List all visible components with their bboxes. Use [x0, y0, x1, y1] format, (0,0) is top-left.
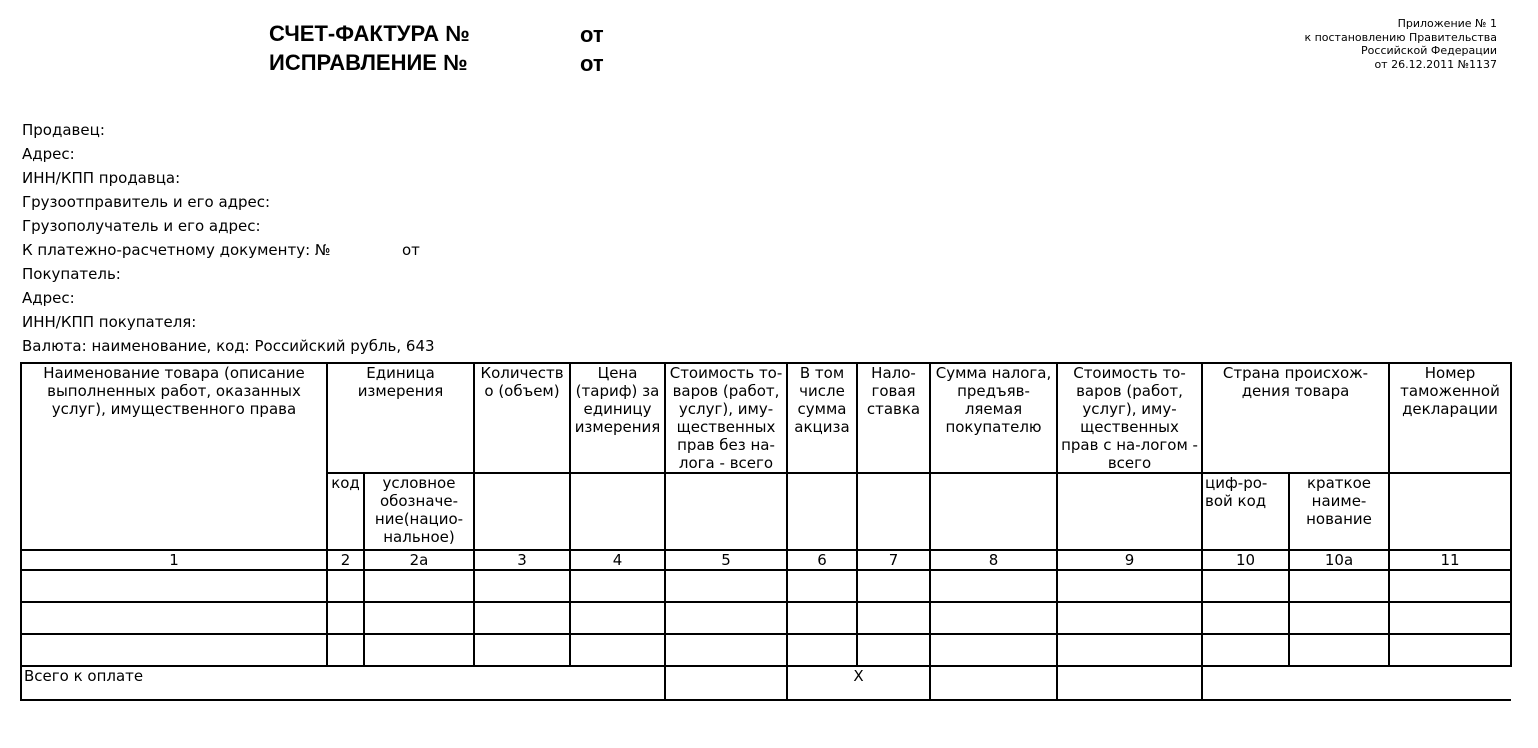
subheader-unit-code: код	[327, 473, 364, 550]
buyer-field: Покупатель:	[22, 265, 121, 283]
invoice-date-label: от	[580, 22, 604, 47]
column-number: 9	[1057, 550, 1202, 570]
column-number: 3	[474, 550, 570, 570]
total-empty-cell	[1202, 666, 1511, 700]
table-cell	[930, 570, 1057, 602]
subheader-country-code: циф-ро-вой код	[1202, 473, 1289, 550]
total-tax-sum	[930, 666, 1057, 700]
table-cell	[787, 634, 857, 666]
table-cell	[1389, 473, 1511, 550]
table-cell	[21, 570, 327, 602]
table-cell	[1202, 570, 1289, 602]
table-cell	[327, 602, 364, 634]
table-row	[21, 634, 1511, 666]
table-cell	[1057, 634, 1202, 666]
table-cell	[21, 602, 327, 634]
table-cell	[570, 473, 665, 550]
table-cell	[930, 602, 1057, 634]
table-cell	[474, 602, 570, 634]
table-header-row	[21, 363, 1511, 473]
table-cell	[857, 602, 930, 634]
table-cell	[930, 473, 1057, 550]
seller-inn-field: ИНН/КПП продавца:	[22, 169, 181, 187]
column-number: 7	[857, 550, 930, 570]
consignee-field: Грузополучатель и его адрес:	[22, 217, 261, 235]
table-cell	[1389, 634, 1511, 666]
column-number: 5	[665, 550, 787, 570]
table-cell	[364, 570, 474, 602]
table-cell	[1289, 634, 1389, 666]
header-excise: В том числе сумма акциза	[787, 363, 857, 473]
total-row	[21, 666, 1511, 700]
table-cell	[1202, 634, 1289, 666]
table-cell	[327, 634, 364, 666]
table-cell	[21, 634, 327, 666]
table-cell	[1289, 570, 1389, 602]
column-number-row	[21, 550, 1511, 570]
table-cell	[665, 602, 787, 634]
payment-document-field: К платежно-расчетному документу: №	[22, 241, 331, 259]
header-unit: Единица измерения	[327, 363, 474, 473]
table-cell	[1202, 602, 1289, 634]
total-cost-without-tax	[665, 666, 787, 700]
header-product-name: Наименование товара (описание выполненных работ, оказанных услуг), имущественного права	[21, 363, 327, 550]
table-cell	[1057, 570, 1202, 602]
header-cost-with-tax: Стоимость то-варов (работ, услуг), иму-щественных прав с на-логом - всего	[1057, 363, 1202, 473]
invoice-number-label: СЧЕТ-ФАКТУРА №	[269, 21, 470, 46]
table-cell	[665, 634, 787, 666]
buyer-address-field: Адрес:	[22, 289, 75, 307]
invoice-table	[20, 362, 1512, 701]
table-row	[21, 570, 1511, 602]
appendix-line: Российской Федерации	[1361, 44, 1497, 57]
table-cell	[570, 570, 665, 602]
seller-field: Продавец:	[22, 121, 105, 139]
table-cell	[327, 570, 364, 602]
correction-date-label: от	[580, 51, 604, 76]
payment-document-date-label: от	[402, 241, 420, 259]
table-cell	[665, 473, 787, 550]
table-cell	[364, 634, 474, 666]
column-number: 4	[570, 550, 665, 570]
appendix-line: от 26.12.2011 №1137	[1374, 57, 1497, 71]
table-cell	[474, 634, 570, 666]
table-row	[21, 602, 1511, 634]
table-cell	[474, 473, 570, 550]
appendix-note	[1197, 17, 1497, 71]
subheader-unit-symbol: условное обозначе-ние(нацио-нальное)	[364, 473, 474, 550]
correction-number-label: ИСПРАВЛЕНИЕ №	[269, 50, 468, 75]
total-excise: X	[787, 666, 930, 700]
table-cell	[1057, 473, 1202, 550]
table-cell	[665, 570, 787, 602]
table-cell	[1289, 602, 1389, 634]
header-cost-without-tax: Стоимость то-варов (работ, услуг), иму-щественных прав без на-лога - всего	[665, 363, 787, 473]
shipper-field: Грузоотправитель и его адрес:	[22, 193, 271, 211]
column-number: 1	[21, 550, 327, 570]
header-customs-declaration: Номер таможенной декларации	[1389, 363, 1511, 473]
column-number: 6	[787, 550, 857, 570]
subheader-country-name: краткое наиме-нование	[1289, 473, 1389, 550]
table-cell	[1057, 602, 1202, 634]
header-tax-sum: Сумма налога, предъяв-ляемая покупателю	[930, 363, 1057, 473]
table-cell	[474, 570, 570, 602]
column-number: 2	[327, 550, 364, 570]
table-cell	[857, 473, 930, 550]
table-cell	[570, 634, 665, 666]
table-cell	[1389, 602, 1511, 634]
table-cell	[364, 602, 474, 634]
header-quantity: Количеств о (объем)	[474, 363, 570, 473]
column-number: 10а	[1289, 550, 1389, 570]
column-number: 8	[930, 550, 1057, 570]
table-cell	[787, 570, 857, 602]
column-number: 11	[1389, 550, 1511, 570]
table-cell	[857, 570, 930, 602]
header-country: Страна происхож-дения товара	[1202, 363, 1389, 473]
column-number: 10	[1202, 550, 1289, 570]
table-cell	[787, 602, 857, 634]
total-label: Всего к оплате	[21, 666, 665, 700]
table-cell	[930, 634, 1057, 666]
appendix-line: к постановлению Правительства	[1304, 30, 1497, 44]
column-number: 2а	[364, 550, 474, 570]
header-tax-rate: Нало-говая ставка	[857, 363, 930, 473]
total-cost-with-tax	[1057, 666, 1202, 700]
header-price: Цена (тариф) за единицу измерения	[570, 363, 665, 473]
table-cell	[857, 634, 930, 666]
table-cell	[787, 473, 857, 550]
seller-address-field: Адрес:	[22, 145, 75, 163]
table-cell	[570, 602, 665, 634]
currency-field: Валюта: наименование, код: Российский рубль, 643	[22, 337, 435, 355]
buyer-inn-field: ИНН/КПП покупателя:	[22, 313, 197, 331]
table-cell	[1389, 570, 1511, 602]
appendix-line: Приложение № 1	[1397, 17, 1497, 30]
